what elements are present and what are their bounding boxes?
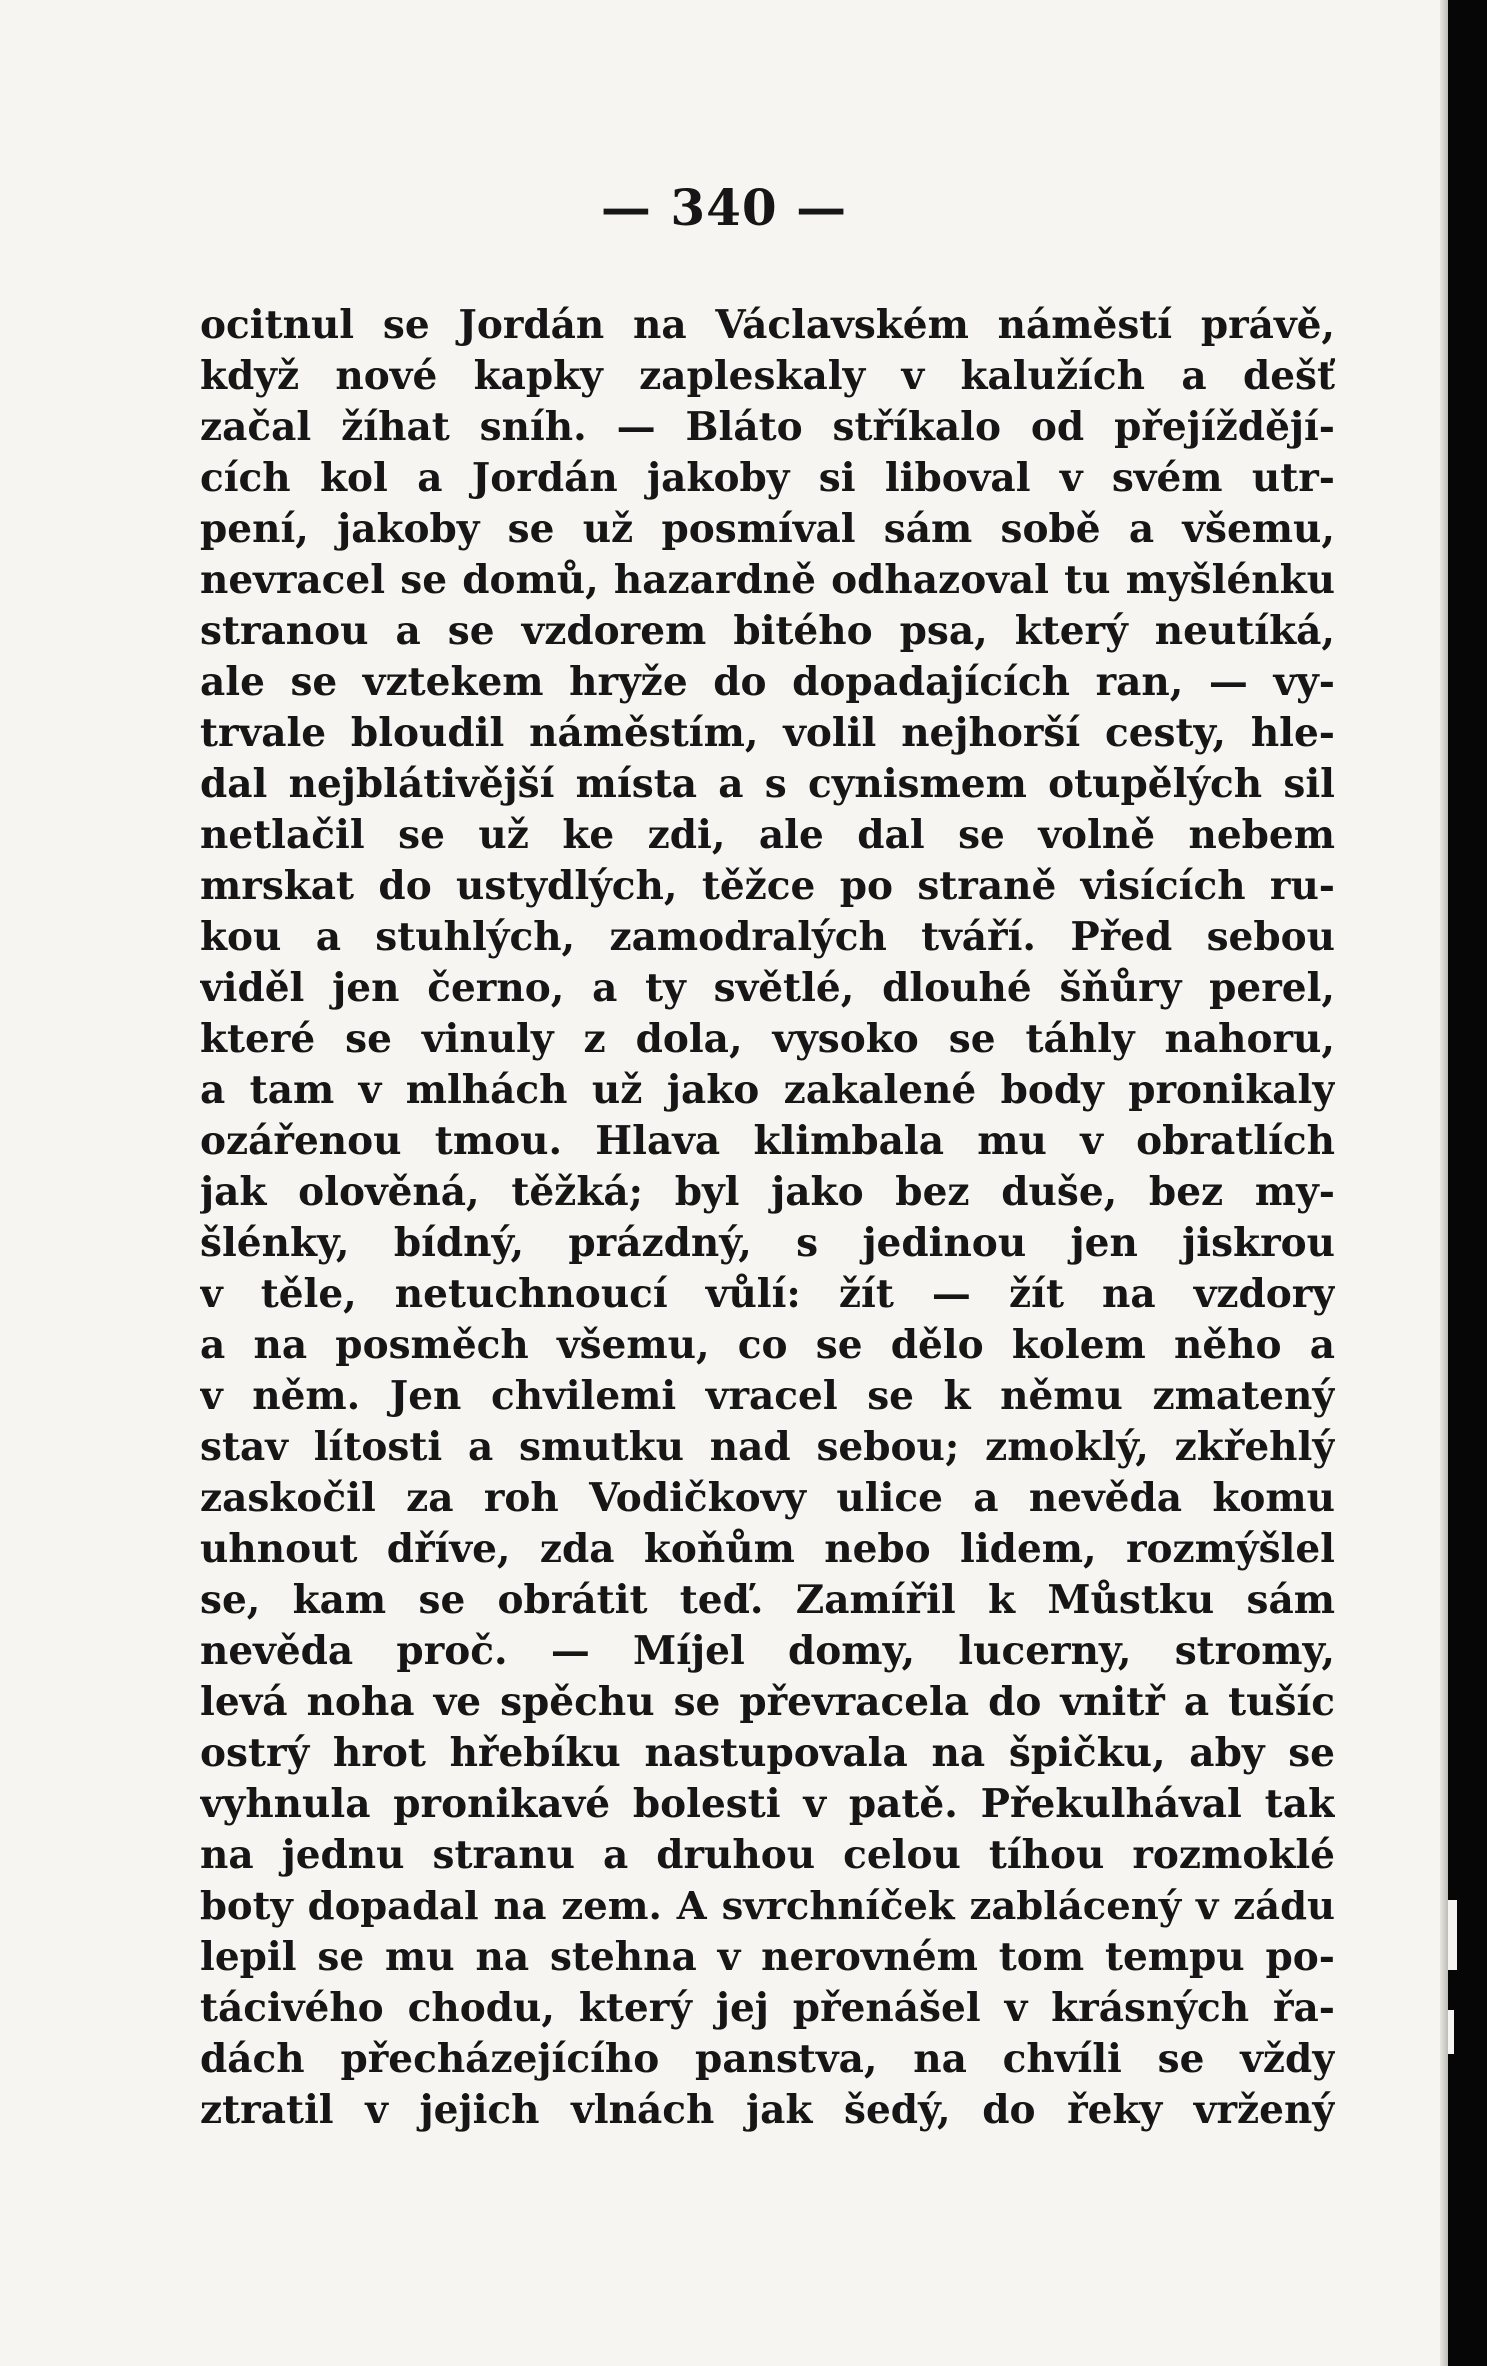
text-line: ostrý hrot hřebíku nastupovala na špičku, aby se	[200, 1730, 1335, 1776]
text-line: v těle, netuchnoucí vůlí: žít — žít na vzdory	[200, 1271, 1335, 1317]
text-line: na jednu stranu a druhou celou tíhou rozmoklé	[200, 1832, 1335, 1878]
text-line: stranou a se vzdorem bitého psa, který neutíká,	[200, 608, 1335, 654]
text-line: jak olověná, těžká; byl jako bez duše, bez my-	[200, 1169, 1335, 1215]
text-line: když nové kapky zapleskaly v kalužích a dešť	[200, 353, 1335, 399]
spine-mark	[1448, 2010, 1454, 2054]
text-line: viděl jen černo, a ty světlé, dlouhé šňůry perel,	[200, 965, 1335, 1011]
text-line: se, kam se obrátit teď. Zamířil k Můstku sám	[200, 1577, 1335, 1623]
text-line: a na posměch všemu, co se dělo kolem něho a	[200, 1322, 1335, 1368]
body-text	[200, 300, 1335, 2136]
text-line: vyhnula pronikavé bolesti v patě. Překulhával tak	[200, 1781, 1335, 1827]
text-line: šlénky, bídný, prázdný, s jedinou jen jiskrou	[200, 1220, 1335, 1266]
text-line: které se vinuly z dola, vysoko se táhly nahoru,	[200, 1016, 1335, 1062]
text-line: dal nejblátivější místa a s cynismem otupělých sil	[200, 761, 1335, 807]
text-line: cích kol a Jordán jakoby si liboval v svém utr-	[200, 455, 1335, 501]
text-line: pení, jakoby se už posmíval sám sobě a všemu,	[200, 506, 1335, 552]
text-line: zaskočil za roh Vodičkovy ulice a nevěda komu	[200, 1475, 1335, 1521]
text-line: nevracel se domů, hazardně odhazoval tu myšlénku	[200, 557, 1335, 603]
text-line: ztratil v jejich vlnách jak šedý, do řeky vržený	[200, 2087, 1335, 2133]
page-number: — 340 —	[600, 178, 848, 237]
text-line: mrskat do ustydlých, těžce po straně visících ru-	[200, 863, 1335, 909]
text-line: začal žíhat sníh. — Bláto stříkalo od přejíždějí-	[200, 404, 1335, 450]
text-line: a tam v mlhách už jako zakalené body pronikaly	[200, 1067, 1335, 1113]
text-line: ocitnul se Jordán na Václavském náměstí právě,	[200, 302, 1335, 348]
text-line: lepil se mu na stehna v nerovném tom tempu po-	[200, 1934, 1335, 1980]
text-line: nevěda proč. — Míjel domy, lucerny, stromy,	[200, 1628, 1335, 1674]
text-line: trvale bloudil náměstím, volil nejhorší cesty, hle-	[200, 710, 1335, 756]
text-line: boty dopadal na zem. A svrchníček zablácený v zádu	[200, 1884, 1335, 1929]
spine-mark	[1448, 1900, 1457, 1970]
text-line: netlačil se už ke zdi, ale dal se volně nebem	[200, 812, 1335, 858]
page-edge	[1440, 0, 1448, 2366]
text-line: ale se vztekem hryže do dopadajících ran, — vy-	[200, 659, 1335, 705]
text-line: kou a stuhlých, zamodralých tváří. Před sebou	[200, 914, 1335, 960]
text-line: dách přecházejícího panstva, na chvíli se vždy	[200, 2036, 1335, 2082]
text-line: uhnout dříve, zda koňům nebo lidem, rozmýšlel	[200, 1526, 1335, 1572]
text-line: stav lítosti a smutku nad sebou; zmoklý, zkřehlý	[200, 1424, 1335, 1470]
text-line: tácivého chodu, který jej přenášel v krásných řa-	[200, 1985, 1335, 2031]
text-line: v něm. Jen chvilemi vracel se k němu zmatený	[200, 1373, 1335, 1419]
text-line: levá noha ve spěchu se převracela do vnitř a tušíc	[200, 1679, 1335, 1725]
text-line: ozářenou tmou. Hlava klimbala mu v obratlích	[200, 1118, 1335, 1164]
